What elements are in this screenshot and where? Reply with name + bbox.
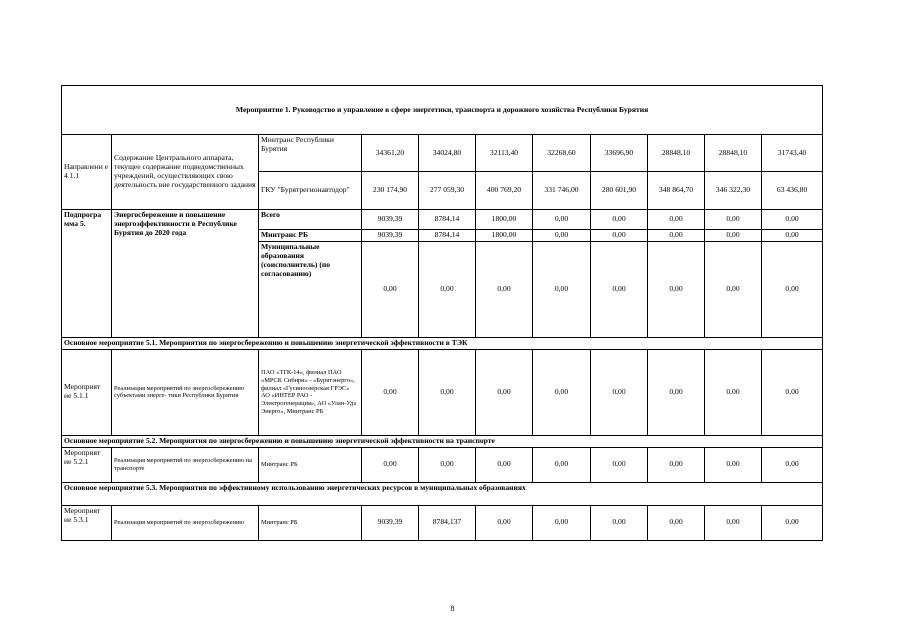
- value-cell: 28848,10: [648, 135, 705, 172]
- value-cell: 346 322,30: [705, 172, 762, 210]
- value-cell: 0,00: [533, 447, 591, 482]
- value-cell: 0,00: [362, 447, 419, 482]
- value-cell: 9039,39: [362, 505, 419, 540]
- value-cell: 1800,00: [476, 210, 533, 230]
- value-cell: 0,00: [762, 447, 823, 482]
- value-cell: 8784,14: [419, 210, 476, 230]
- value-cell: 0,00: [648, 230, 705, 242]
- main-event-title: Основное мероприятие 5.3. Мероприятия по эффективному использованию энергетических ресурсов в муниципальных образованиях: [62, 482, 823, 505]
- event-code: Мероприят ие 5.1.1: [62, 349, 112, 435]
- value-cell: 0,00: [591, 210, 648, 230]
- subprogram-name: Энергосбережение и повышение энергоэффективности в Республике Бурятия до 2020 года: [112, 210, 259, 338]
- value-cell: 0,00: [762, 230, 823, 242]
- subprogram-row-total: [62, 210, 823, 230]
- value-cell: 0,00: [533, 505, 591, 540]
- value-cell: 0,00: [762, 210, 823, 230]
- value-cell: 0,00: [419, 447, 476, 482]
- value-cell: 348 864,70: [648, 172, 705, 210]
- executor: ГКУ "Бурятрегионавтодор": [259, 172, 362, 210]
- event-name: Реализация мероприятий по энергосбережению: [112, 505, 259, 540]
- executor: Минтранс РБ: [259, 505, 362, 540]
- event-row: [62, 505, 823, 540]
- value-cell: 0,00: [476, 505, 533, 540]
- value-cell: 0,00: [533, 230, 591, 242]
- value-cell: 0,00: [476, 241, 533, 337]
- value-cell: 63 436,80: [762, 172, 823, 210]
- value-cell: 32268,60: [533, 135, 591, 172]
- value-cell: 34361,20: [362, 135, 419, 172]
- budget-table: [61, 85, 823, 541]
- value-cell: 8784,14: [419, 230, 476, 242]
- event-name: Реализация мероприятий по энергосбережению субъектами энерге- тики Республики Бурятия: [112, 349, 259, 435]
- value-cell: 0,00: [362, 349, 419, 435]
- value-cell: 0,00: [648, 349, 705, 435]
- value-cell: 33696,90: [591, 135, 648, 172]
- value-cell: 1800,00: [476, 230, 533, 242]
- page-number: 8: [450, 604, 455, 613]
- value-cell: 0,00: [591, 447, 648, 482]
- value-cell: 31743,40: [762, 135, 823, 172]
- direction-name: Содержание Центрального аппарата, текущее содержание подведомственных учреждений, осуществляющих свою деятельность вне государственного задания: [112, 135, 259, 210]
- value-cell: 0,00: [533, 210, 591, 230]
- value-cell: 0,00: [419, 349, 476, 435]
- value-cell: 0,00: [591, 505, 648, 540]
- value-cell: 34024,80: [419, 135, 476, 172]
- value-cell: 0,00: [648, 447, 705, 482]
- value-cell: 400 769,20: [476, 172, 533, 210]
- value-cell: 0,00: [762, 349, 823, 435]
- value-cell: 28848,10: [705, 135, 762, 172]
- value-cell: 32113,40: [476, 135, 533, 172]
- executor: Минтранс РБ: [259, 447, 362, 482]
- event-name: Реализация мероприятий по энергосбережению на транспорте: [112, 447, 259, 482]
- value-cell: 0,00: [476, 349, 533, 435]
- event-row: [62, 447, 823, 482]
- main-event-title: Основное мероприятие 5.1. Мероприятия по энергосбережению и повышению энергетической эффективности в ТЭК: [62, 337, 823, 349]
- value-cell: 0,00: [648, 241, 705, 337]
- value-cell: 0,00: [591, 230, 648, 242]
- value-cell: 0,00: [591, 241, 648, 337]
- value-cell: 0,00: [648, 505, 705, 540]
- direction-code: Направлени е 4.1.1: [62, 135, 112, 210]
- value-cell: 0,00: [419, 241, 476, 337]
- main-event-row: [62, 337, 823, 349]
- event-row: [62, 349, 823, 435]
- value-cell: 0,00: [705, 349, 762, 435]
- value-cell: 0,00: [533, 349, 591, 435]
- event-code: Мероприят ие 5.2.1: [62, 447, 112, 482]
- executor: ПАО «ТГК-14», филиал ПАО «МРСК Сибири» - «Бурятэнерго», филиал «Гусиноозерская ГРЭС» АО «ИНТЕР РАО - Электрогенерация», АО «Улан-Удэ Энерго», Минтранс РБ: [259, 349, 362, 435]
- subprogram-code: Подпрогра мма 5.: [62, 210, 112, 338]
- value-cell: 0,00: [705, 505, 762, 540]
- value-cell: 0,00: [591, 349, 648, 435]
- event-code: Мероприят ие 5.3.1: [62, 505, 112, 540]
- value-cell: 0,00: [762, 505, 823, 540]
- executor: Всего: [259, 210, 362, 230]
- value-cell: 0,00: [705, 241, 762, 337]
- value-cell: 230 174,90: [362, 172, 419, 210]
- value-cell: 277 059,30: [419, 172, 476, 210]
- value-cell: 0,00: [476, 447, 533, 482]
- executor: Минтранс Республики Бурятия: [259, 135, 362, 172]
- main-event-row: [62, 482, 823, 505]
- value-cell: 9039,39: [362, 210, 419, 230]
- value-cell: 0,00: [362, 241, 419, 337]
- executor: Минтранс РБ: [259, 230, 362, 242]
- value-cell: 0,00: [648, 210, 705, 230]
- value-cell: 331 746,00: [533, 172, 591, 210]
- executor: Муниципальные образования (соисполнитель) (по согласованию): [259, 241, 362, 337]
- value-cell: 0,00: [705, 230, 762, 242]
- event-title: Мероприятие 1. Руководство и управление в сфере энергетики, транспорта и дорожного хозяйства Республики Бурятия: [62, 86, 823, 135]
- value-cell: 0,00: [762, 241, 823, 337]
- value-cell: 0,00: [705, 447, 762, 482]
- value-cell: 9039,39: [362, 230, 419, 242]
- value-cell: 0,00: [533, 241, 591, 337]
- title-row: [62, 86, 823, 135]
- value-cell: 0,00: [705, 210, 762, 230]
- value-cell: 280 601,90: [591, 172, 648, 210]
- main-event-row: [62, 435, 823, 447]
- value-cell: 8784,137: [419, 505, 476, 540]
- main-event-title: Основное мероприятие 5.2. Мероприятия по энергосбережению и повышению энергетической эффективности на транспорте: [62, 435, 823, 447]
- direction-row-1: [62, 135, 823, 172]
